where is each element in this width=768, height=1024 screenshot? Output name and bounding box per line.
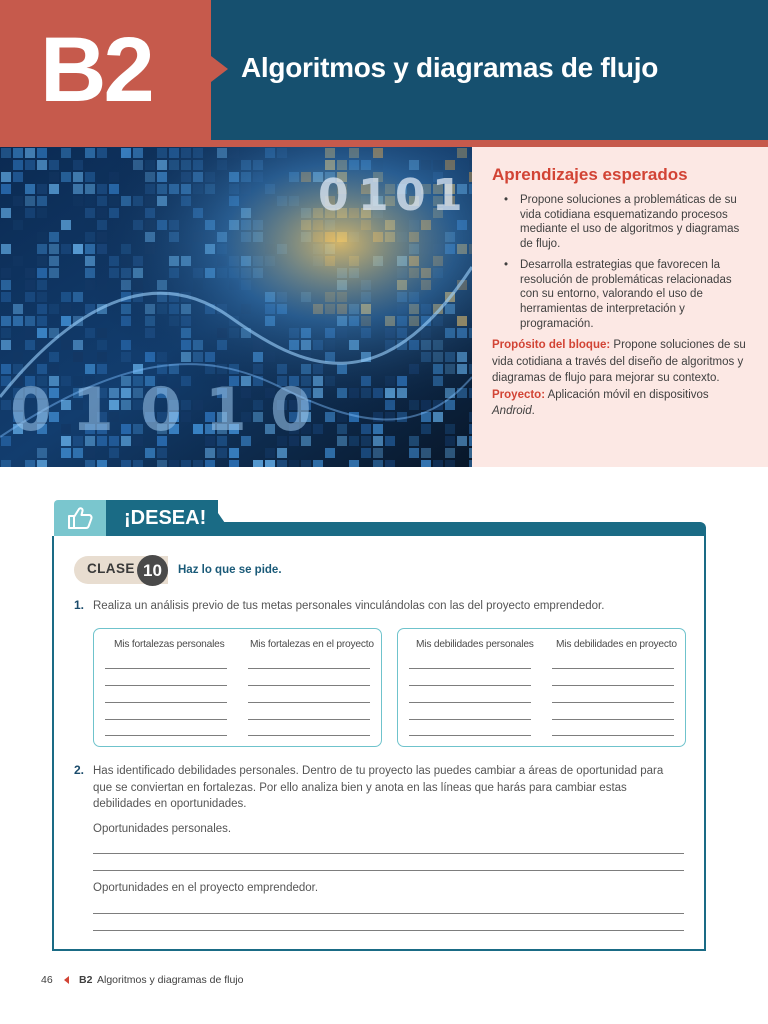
- header-stripe: [0, 140, 768, 147]
- answer-line[interactable]: [552, 702, 674, 703]
- binary-digit: 1: [432, 170, 463, 221]
- binary-digit: 0: [395, 170, 426, 221]
- binary-mosaic-illustration: [0, 147, 472, 467]
- section-tab-label: ¡DESEA!: [124, 507, 207, 529]
- expected-learning-heading: Aprendizajes esperados: [492, 165, 688, 184]
- footer-title: Algoritmos y diagramas de flujo: [97, 974, 244, 986]
- answer-line[interactable]: [105, 735, 227, 736]
- answer-line[interactable]: [248, 685, 370, 686]
- class-instruction: Haz lo que se pide.: [178, 564, 282, 576]
- binary-digit: 1: [205, 375, 247, 445]
- question-1-text: Realiza un análisis previo de tus metas personales vinculándolas con las del proyecto emprendedor.: [93, 600, 605, 612]
- answer-line[interactable]: [552, 735, 674, 736]
- answer-line[interactable]: [105, 668, 227, 669]
- page-number: 46: [41, 974, 53, 986]
- answer-line[interactable]: [409, 685, 531, 686]
- weaknesses-table: [397, 628, 686, 747]
- list-item: • Desarrolla estrategias que favorecen la resolución de problemáticas relacionadas con su entorno, valorando el uso de herramientas de interpretación y programación.: [504, 258, 750, 332]
- binary-digit: 0: [318, 170, 349, 221]
- footer-arrow-icon: [64, 976, 69, 984]
- page-title: Algoritmos y diagramas de flujo: [241, 52, 659, 83]
- answer-line[interactable]: [93, 870, 684, 871]
- strengths-table: [93, 628, 382, 747]
- answer-line[interactable]: [105, 719, 227, 720]
- answer-line[interactable]: [248, 702, 370, 703]
- column-header: Mis fortalezas personales: [114, 639, 225, 650]
- project-platform: Android: [492, 405, 532, 418]
- question-2-text: Has identificado debilidades personales. Dentro de tu proyecto las puedes cambiar a áreas de oportunidad para que se conviertan en fortalezas. Por ello analiza bien y anota en las líneas que harás para cambiar estas debilidades en oportunidades.: [93, 765, 664, 810]
- expected-learning-list: [504, 193, 750, 331]
- answer-line[interactable]: [409, 702, 531, 703]
- column-header: Mis debilidades en proyecto: [556, 639, 677, 650]
- project-text: Aplicación móvil en dispositivos: [545, 388, 709, 401]
- project-end: .: [531, 405, 535, 418]
- column-header: Mis fortalezas en el proyecto: [250, 639, 374, 650]
- expected-learning-panel: [472, 147, 768, 467]
- class-label: CLASE: [87, 561, 135, 576]
- answer-line[interactable]: [552, 719, 674, 720]
- class-number: 10: [137, 555, 168, 586]
- binary-digit: 0: [270, 375, 312, 445]
- personal-opportunities-label: Oportunidades personales.: [93, 823, 232, 835]
- answer-line[interactable]: [248, 668, 370, 669]
- block-purpose-label: Propósito del bloque:: [492, 339, 611, 352]
- binary-digit: 0: [10, 375, 52, 445]
- hero-image: [0, 147, 472, 467]
- project-info: [492, 387, 750, 420]
- answer-line[interactable]: [409, 719, 531, 720]
- answer-line[interactable]: [409, 668, 531, 669]
- project-opportunities-label: Oportunidades en el proyecto emprendedor.: [93, 882, 319, 894]
- answer-line[interactable]: [93, 913, 684, 914]
- answer-line[interactable]: [552, 668, 674, 669]
- block-purpose-text: Propone soluciones de su vida cotidiana a través del diseño de algoritmos y diagramas de flujo para mejorar su contexto.: [492, 339, 746, 385]
- answer-line[interactable]: [248, 735, 370, 736]
- binary-digit: 1: [358, 170, 389, 221]
- column-header: Mis debilidades personales: [416, 639, 534, 650]
- answer-line[interactable]: [105, 685, 227, 686]
- list-item: • Propone soluciones a problemáticas de su vida cotidiana esquematizando procesos mediante el uso de algoritmos y diagramas de flujo.: [504, 193, 750, 252]
- answer-line[interactable]: [93, 853, 684, 854]
- answer-line[interactable]: [93, 930, 684, 931]
- binary-digit: 0: [140, 375, 182, 445]
- block-code: B2: [40, 19, 152, 121]
- project-label: Proyecto:: [492, 388, 546, 401]
- block-purpose: [492, 337, 750, 387]
- section-tab-bar: [218, 522, 706, 536]
- answer-line[interactable]: [248, 719, 370, 720]
- answer-line[interactable]: [105, 702, 227, 703]
- thumbs-up-icon: [67, 506, 93, 530]
- answer-line[interactable]: [409, 735, 531, 736]
- footer-block-code: B2: [79, 974, 93, 986]
- question-2-number: 2.: [74, 763, 85, 777]
- section-icon-tab: [54, 500, 106, 536]
- question-1-number: 1.: [74, 598, 85, 612]
- answer-line[interactable]: [552, 685, 674, 686]
- header-arrow-icon: [211, 56, 228, 82]
- binary-digit: 1: [72, 375, 114, 445]
